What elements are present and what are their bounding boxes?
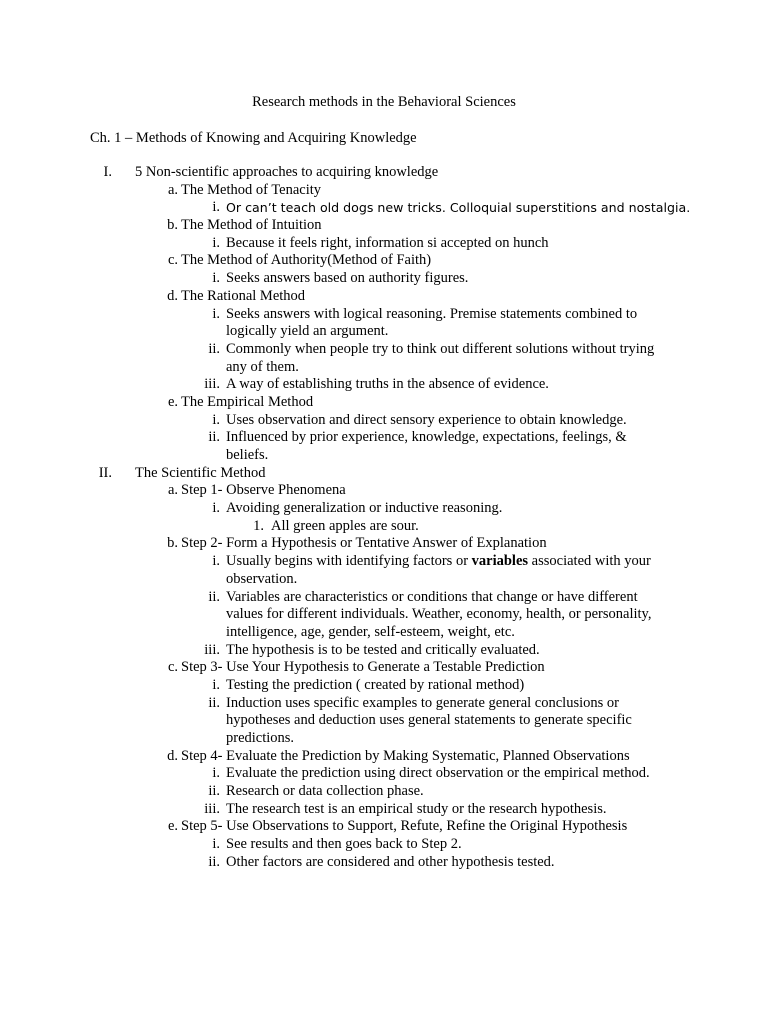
outline-text [226,712,632,730]
outline-line [0,818,768,836]
outline-text-run: intelligence, age, gender, self-esteem, weight, etc. [226,623,515,640]
outline-line [0,695,768,713]
outline-marker: b. [167,535,178,552]
outline-text [226,606,651,624]
outline-text-run: Seeks answers with logical reasoning. Premise statements combined to [226,305,638,322]
outline-text [226,447,268,465]
outline-list [0,164,768,872]
outline-marker: i. [212,305,220,322]
outline-line [0,394,768,412]
outline-line [0,182,768,200]
outline-marker: a. [167,181,178,198]
outline-line [0,553,768,571]
outline-text [226,341,654,359]
outline-marker: ii. [208,340,220,357]
outline-text [226,730,294,748]
outline-text-run: The Method of Intuition [181,217,322,234]
outline-text [226,624,515,642]
outline-text [181,217,322,235]
outline-text-run: A way of establishing truths in the absence of evidence. [226,376,549,393]
outline-marker: i. [212,411,220,428]
outline-line [0,429,768,447]
outline-text-run: The research test is an empirical study or the research hypothesis. [226,800,607,817]
outline-line [0,712,768,730]
outline-marker: b. [167,217,178,234]
outline-line [0,518,768,536]
outline-text [226,199,690,217]
outline-text-run: See results and then goes back to Step 2. [226,836,462,853]
outline-text-run: Testing the prediction ( created by rational method) [226,676,525,693]
outline-text-run: Usually begins with identifying factors or [226,553,472,570]
outline-text-run: Step 5- Use Observations to Support, Refute, Refine the Original Hypothesis [181,818,628,835]
outline-text-run: Avoiding generalization or inductive reasoning. [226,500,503,517]
outline-text [226,412,627,430]
outline-marker: 1. [253,517,264,534]
outline-marker: i. [212,836,220,853]
outline-text-run: Step 3- Use Your Hypothesis to Generate a Testable Prediction [181,659,545,676]
outline-marker: d. [167,287,178,304]
outline-text [226,429,627,447]
outline-line [0,288,768,306]
chapter-heading: Ch. 1 – Methods of Knowing and Acquiring Knowledge [90,130,417,146]
document-title: Research methods in the Behavioral Sciences [252,94,516,110]
outline-text [226,235,549,253]
outline-text-run: Variables are characteristics or conditions that change or have different [226,588,638,605]
outline-marker: d. [167,747,178,764]
outline-text-run: Uses observation and direct sensory experience to obtain knowledge. [226,411,627,428]
outline-text-run: beliefs. [226,447,269,463]
outline-text [181,288,305,306]
outline-text [226,854,555,872]
outline-line [0,535,768,553]
outline-marker: i. [212,234,220,251]
outline-line [0,341,768,359]
outline-marker: c. [167,252,178,269]
outline-text [181,659,545,677]
outline-line [0,217,768,235]
outline-text [135,465,265,483]
outline-text-run: predictions. [226,730,295,746]
outline-marker: I. [103,164,112,180]
outline-text [181,182,321,200]
outline-text-run: Because it feels right, information si accepted on hunch [226,234,549,251]
outline-marker: ii. [208,694,220,711]
outline-text-run: Step 4- Evaluate the Prediction by Making Systematic, Planned Observations [181,747,630,764]
outline-text-run: values for different individuals. Weather, economy, health, or personality, [226,606,652,623]
outline-text-run: The Rational Method [181,287,306,304]
outline-marker: ii. [208,429,220,446]
outline-text [226,677,524,695]
outline-marker: i. [212,270,220,287]
outline-text-run: Research or data collection phase. [226,783,424,800]
outline-marker: i. [212,199,220,216]
outline-text [181,252,431,270]
outline-text-run: Other factors are considered and other hypothesis tested. [226,853,555,870]
outline-marker: i. [212,553,220,570]
outline-text [181,535,547,553]
outline-marker: iii. [204,800,220,817]
outline-line [0,252,768,270]
outline-text-run: The Method of Authority(Method of Faith) [181,252,432,269]
outline-text-run: Step 2- Form a Hypothesis or Tentative Answer of Explanation [181,535,547,552]
outline-text-run: Induction uses specific examples to generate general conclusions or [226,694,619,711]
outline-text [226,642,540,660]
outline-line [0,783,768,801]
outline-text-run: any of them. [226,358,299,375]
outline-line [0,482,768,500]
outline-line [0,765,768,783]
outline-text-run: Seeks answers based on authority figures. [226,270,469,287]
outline-text [226,270,468,288]
outline-marker: iii. [204,376,220,393]
outline-text-run: Evaluate the prediction using direct observation or the empirical method. [226,765,650,782]
outline-marker: ii. [208,853,220,870]
outline-text [226,765,650,783]
outline-marker: i. [212,500,220,517]
outline-text-run: Step 1- Observe Phenomena [181,482,346,499]
outline-line [0,854,768,872]
outline-text-run: observation. [226,570,298,587]
outline-text [226,306,637,324]
outline-line [0,323,768,341]
outline-text [181,394,313,412]
outline-line [0,447,768,465]
outline-line [0,730,768,748]
outline-line [0,270,768,288]
outline-text-run: The Empirical Method [181,393,314,410]
outline-text [226,801,607,819]
outline-marker: c. [167,659,178,676]
outline-text [226,553,651,571]
outline-marker: iii. [204,641,220,658]
outline-text-run: The hypothesis is to be tested and critically evaluated. [226,641,540,658]
outline-marker: a. [167,482,178,499]
outline-line [0,589,768,607]
outline-line [0,642,768,660]
outline-text [226,589,638,607]
outline-text-run: hypotheses and deduction uses general statements to generate specific [226,712,632,729]
outline-line [0,836,768,854]
outline-text [226,376,549,394]
outline-marker: II. [98,464,112,481]
outline-line [0,500,768,518]
outline-text-run: Or can’t teach old dogs new tricks. Colloquial superstitions and nostalgia. [226,200,691,216]
outline-text-run: Commonly when people try to think out different solutions without trying [226,340,655,357]
outline-line [0,624,768,642]
outline-marker: e. [167,818,178,835]
outline-line [0,801,768,819]
outline-text-run: Influenced by prior experience, knowledge, expectations, feelings, & [226,429,627,446]
outline-text-run: All green apples are sour. [271,517,419,534]
outline-text-run: The Method of Tenacity [181,181,322,198]
outline-line [0,659,768,677]
outline-line [0,359,768,377]
outline-text [226,836,462,854]
outline-text [181,818,627,836]
outline-text [226,359,299,377]
outline-marker: i. [212,676,220,693]
outline-text [271,518,419,536]
outline-line [0,164,768,182]
outline-text [135,164,438,182]
outline-line [0,376,768,394]
outline-text [226,783,424,801]
bold-term: variables [471,553,529,570]
outline-marker: ii. [208,588,220,605]
outline-text-run: associated with your [528,553,651,570]
outline-text [226,500,502,518]
outline-line [0,465,768,483]
outline-marker: e. [167,393,178,410]
outline-marker: ii. [208,783,220,800]
outline-text-run: The Scientific Method [135,464,266,481]
outline-line [0,571,768,589]
outline-line [0,199,768,217]
outline-text-run: logically yield an argument. [226,323,389,340]
outline-line [0,748,768,766]
outline-text [181,748,630,766]
outline-line [0,306,768,324]
outline-text [226,571,297,589]
outline-text [226,695,619,713]
outline-text-run: 5 Non-scientific approaches to acquiring knowledge [135,164,439,180]
outline-marker: i. [212,765,220,782]
outline-text [226,323,388,341]
outline-line [0,677,768,695]
outline-line [0,412,768,430]
outline-line [0,235,768,253]
outline-text [181,482,346,500]
outline-line [0,606,768,624]
